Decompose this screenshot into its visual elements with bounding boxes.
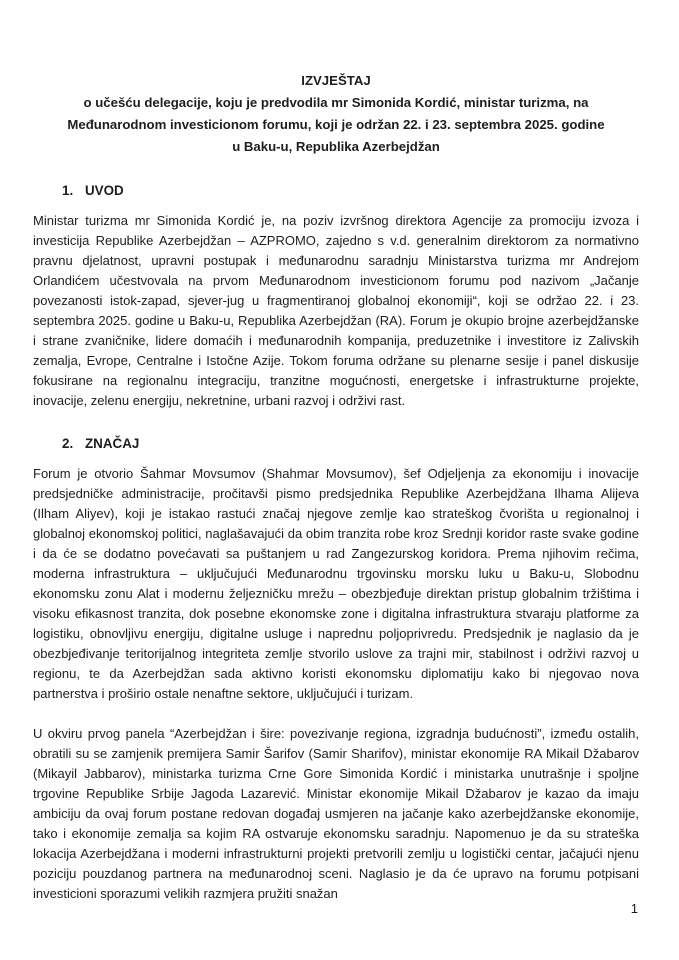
- document-title: IZVJEŠTAJ: [301, 73, 371, 88]
- section-title: UVOD: [85, 183, 124, 198]
- section-znacaj: [33, 433, 639, 904]
- section-uvod: [33, 180, 639, 411]
- section-number: 2.: [62, 436, 74, 451]
- title-block: [33, 70, 639, 158]
- paragraph-znacaj-2: U okviru prvog panela “Azerbejdžan i šire: povezivanje regiona, izgradnja budućnosti”, između ostalih, obratili su se zamjenik premijera Samir Šarifov (Samir Sharifov), ministar ekonomije RA Mikail Džabarov (Mikayil Jabbarov), ministarka turizma Crne Gore Simonida Kordić i ministarka unutrašnje i spoljne trgovine Republike Srbije Jagoda Lazarević. Ministar ekonomije Mikail Džabarov je kazao da imaju ambiciju da ovaj forum postane redovan događaj usmjeren na jačanje kako azerbejdžanske ekonomije, tako i ekonomije zemalja sa kojim RA ostvaruje ekonomsku saradnju. Napomenuo je da su strateška lokacija Azerbejdžana i moderni infrastrukturni projekti pretvorili zemlju u logistički centar, jačajući njenu poziciju pouzdanog partnera na međunarodnoj sceni. Naglasio je da će upravo na forumu potpisani investicioni sporazumi velikih razmjera pružiti snažan: [33, 726, 639, 901]
- section-title: ZNAČAJ: [85, 436, 140, 451]
- subtitle-line-2: Međunarodnom investicionom forumu, koji je održan 22. i 23. septembra 2025. godine: [67, 117, 605, 132]
- section-heading-znacaj: [33, 433, 639, 454]
- document-subtitle: [33, 92, 639, 158]
- paragraph-znacaj-1: Forum je otvorio Šahmar Movsumov (Shahmar Movsumov), šef Odjeljenja za ekonomiju i inovacije predsjedničke administracije, pročitavši pismo predsjednika Republike Azerbejdžana Ilhama Alijeva (Ilham Aliyev), koji je istakao rastući značaj njegove zemlje kao strateškog čvorišta u regionalnoj i globalnoj ekonomskoj politici, naglašavajući da obim tranzita robe kroz Srednji koridor raste svake godine i da će se dodatno povećavati sa puštanjem u rad Zangezurskog koridora. Prema njihovim rečima, moderna infrastruktura – uključujući Međunarodnu trgovinsku morsku luku u Baku-u, Slobodnu ekonomsku zonu Alat i modernu željezničku mrežu – obezbjeđuje direktan pristup globalnim tržištima i visoku efikasnost tranzita, dok posebne ekonomske zone i digitalna infrastruktura stvaraju platforme za logistiku, obnovljivu energiju, digitalne usluge i naprednu poljoprivredu. Predsjednik je naglasio da je obezbjeđivanje teritorijalnog integriteta zemlje stvorilo uslove za trajni mir, stabilnost i održivi razvoj u regionu, te da Azerbejdžan sada aktivno koristi ekonomsku diplomatiju kako bi njegovao nova partnerstva i proširio ostale nenaftne sektore, uključujući i turizam.: [33, 466, 639, 701]
- page-number: 1: [630, 901, 638, 916]
- section-heading-uvod: [33, 180, 639, 201]
- subtitle-line-1: o učešću delegacije, koju je predvodila mr Simonida Kordić, ministar turizma, na: [83, 95, 589, 110]
- subtitle-line-3: u Baku-u, Republika Azerbejdžan: [232, 139, 440, 154]
- section-number: 1.: [62, 183, 74, 198]
- paragraph-uvod-1: Ministar turizma mr Simonida Kordić je, na poziv izvršnog direktora Agencije za promociju izvoza i investicija Republike Azerbejdžan – AZPROMO, zajedno s v.d. generalnim direktorom za normativno pravnu djelatnost, upravni postupak i međunarodnu saradnju Ministarstva turizma mr Andrejom Orlandićem učestvovala na prvom Međunarodnom investicionom forumu pod nazivom „Jačanje povezanosti istok-zapad, sjever-jug u fragmentiranoj globalnoj ekonomiji“, koji se održao 22. i 23. septembra 2025. godine u Baku-u, Republika Azerbejdžan (RA). Forum je okupio brojne azerbejdžanske i strane zvaničnike, lidere domaćih i međunarodnih kompanija, preduzetnike i investitore iz Zalivskih zemalja, Evrope, Centralne i Istočne Azije. Tokom foruma održane su plenarne sesije i panel diskusije fokusirane na regionalnu integraciju, tranzitne mogućnosti, energetske i infrastrukturne projekte, inovacije, zelenu energiju, nekretnine, urbani razvoj i održivi rast.: [33, 213, 639, 408]
